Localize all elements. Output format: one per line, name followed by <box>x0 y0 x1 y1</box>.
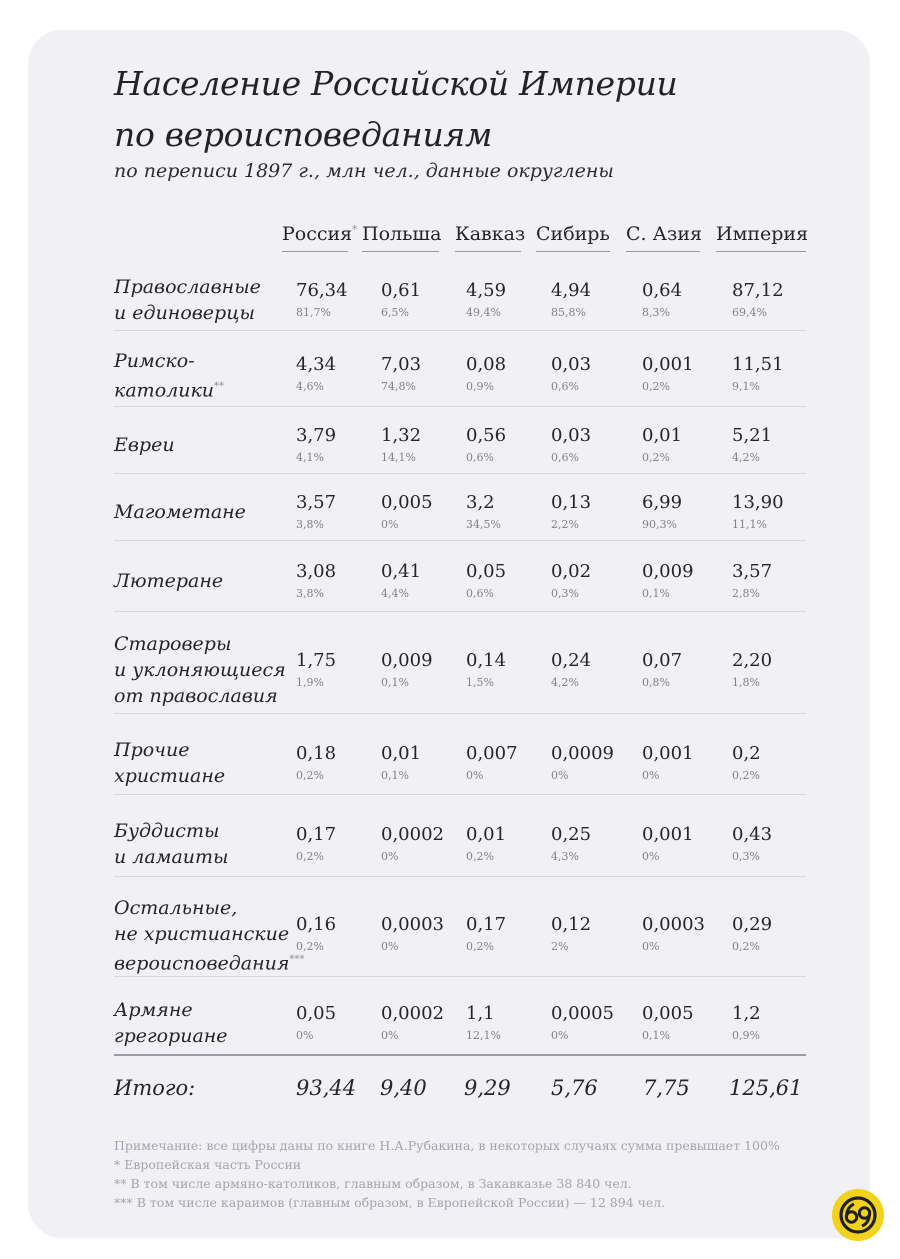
cell-value: 0,0005 <box>551 1003 614 1024</box>
cell-value: 0,01 <box>642 424 683 446</box>
cell-percent: 34,5% <box>466 517 501 531</box>
cell-percent: 0,3% <box>551 587 579 600</box>
page-title <box>114 58 794 160</box>
column-header-underline <box>362 251 439 252</box>
row-label <box>114 818 229 870</box>
cell-percent: 0,2% <box>296 769 324 782</box>
row-label-line: и уклоняющиеся <box>114 658 286 681</box>
cell-percent: 0% <box>381 1029 399 1042</box>
column-header: Империя <box>716 223 809 245</box>
cell-value: 0,17 <box>466 913 507 935</box>
row-label <box>114 568 223 594</box>
total-value: 5,76 <box>551 1076 598 1100</box>
row-label <box>114 432 175 458</box>
cell-value: 0,007 <box>466 743 518 764</box>
cell-value: 0,0003 <box>642 913 705 935</box>
cell-value: 1,32 <box>381 424 422 446</box>
cell-value: 0,12 <box>551 913 592 935</box>
cell-value: 0,17 <box>296 824 337 845</box>
cell-value: 7,03 <box>381 354 422 375</box>
cell-value: 13,90 <box>732 491 784 513</box>
cell-percent: 9,1% <box>732 380 760 393</box>
cell-percent: 0,1% <box>381 769 409 782</box>
row-label-line: Евреи <box>114 433 175 456</box>
cell-value: 4,34 <box>296 354 337 375</box>
cell-percent: 0,6% <box>466 450 494 464</box>
cell-value: 0,61 <box>381 280 422 301</box>
row-separator <box>114 611 806 612</box>
cell-percent: 4,1% <box>296 450 324 464</box>
cell-percent: 0,2% <box>642 450 670 464</box>
footnote-line: *** В том числе караимов (главным образом, в Европейской России) — 12 894 чел. <box>114 1195 666 1210</box>
column-header: Польша <box>362 223 442 245</box>
column-header-underline <box>282 251 348 252</box>
cell-value: 0,24 <box>551 649 592 671</box>
cell-value: 0,41 <box>381 561 422 582</box>
cell-value: 0,05 <box>466 561 507 582</box>
total-value: 93,44 <box>296 1076 357 1100</box>
cell-value: 1,75 <box>296 649 337 671</box>
cell-value: 0,03 <box>551 354 592 375</box>
cell-value: 3,2 <box>466 491 495 513</box>
cell-value: 5,21 <box>732 424 773 446</box>
cell-value: 0,0003 <box>381 913 444 935</box>
column-header-marker: * <box>352 224 358 236</box>
row-separator <box>114 540 806 541</box>
cell-value: 4,94 <box>551 280 592 301</box>
cell-percent: 0% <box>551 1029 569 1042</box>
row-label-line: Римско- <box>114 350 195 372</box>
row-label-line: от православия <box>114 684 278 707</box>
row-label <box>114 895 304 976</box>
cell-percent: 1,5% <box>466 675 494 689</box>
total-value: 7,75 <box>643 1076 690 1100</box>
cell-percent: 0% <box>381 850 399 863</box>
cell-percent: 69,4% <box>732 306 767 319</box>
row-label-line: грегориане <box>114 1025 228 1047</box>
column-header: Сибирь <box>536 223 610 245</box>
cell-value: 0,18 <box>296 743 337 764</box>
cell-value: 1,2 <box>732 1003 761 1024</box>
cell-percent: 0% <box>642 769 660 782</box>
footnote-line: ** В том числе армяно-католиков, главным образом, в Закавказье 38 840 чел. <box>114 1176 632 1191</box>
cell-percent: 0% <box>381 517 399 531</box>
cell-value: 4,59 <box>466 280 507 301</box>
footnote-line: Примечание: все цифры даны по книге Н.А.Рубакина, в некоторых случаях сумма превышает 100% <box>114 1138 780 1153</box>
column-header: Кавказ <box>455 223 526 245</box>
cell-percent: 0,2% <box>642 380 670 393</box>
cell-percent: 11,1% <box>732 517 767 531</box>
title-line-2: по вероисповеданиям <box>114 115 493 154</box>
cell-percent: 0% <box>296 1029 314 1042</box>
cell-value: 0,009 <box>642 561 694 582</box>
cell-percent: 0% <box>466 769 484 782</box>
cell-value: 0,2 <box>732 743 761 764</box>
cell-percent: 2% <box>551 939 569 953</box>
row-label-line: Остальные, <box>114 896 238 919</box>
cell-value: 0,25 <box>551 824 592 845</box>
row-label-line: Буддисты <box>114 820 220 842</box>
cell-percent: 0,3% <box>732 850 760 863</box>
cell-value: 0,16 <box>296 913 337 935</box>
cell-percent: 0,9% <box>732 1029 760 1042</box>
cell-value: 2,20 <box>732 649 773 671</box>
cell-value: 0,0002 <box>381 824 444 845</box>
row-separator <box>114 976 806 977</box>
total-value: 9,40 <box>380 1076 427 1100</box>
logo-69-icon <box>832 1189 884 1241</box>
cell-percent: 0,9% <box>466 380 494 393</box>
total-value: 125,61 <box>729 1076 803 1100</box>
cell-percent: 4,2% <box>551 675 579 689</box>
row-separator <box>114 794 806 795</box>
cell-percent: 14,1% <box>381 450 416 464</box>
logo-icon <box>832 1189 884 1241</box>
cell-value: 0,43 <box>732 824 773 845</box>
row-label <box>114 499 246 525</box>
cell-percent: 4,3% <box>551 850 579 863</box>
cell-percent: 0,6% <box>551 380 579 393</box>
page-subtitle: по переписи 1897 г., млн чел., данные округлены <box>114 160 614 182</box>
cell-percent: 0,2% <box>466 850 494 863</box>
cell-value: 0,0009 <box>551 743 614 764</box>
cell-percent: 8,3% <box>642 306 670 319</box>
cell-value: 3,08 <box>296 561 337 582</box>
cell-value: 11,51 <box>732 354 784 375</box>
cell-value: 3,57 <box>296 491 337 513</box>
cell-percent: 90,3% <box>642 517 677 531</box>
cell-value: 0,009 <box>381 649 433 671</box>
cell-percent: 0,1% <box>381 675 409 689</box>
cell-percent: 4,6% <box>296 380 324 393</box>
cell-value: 3,57 <box>732 561 773 582</box>
row-separator <box>114 330 806 331</box>
cell-value: 87,12 <box>732 280 784 301</box>
cell-percent: 0,1% <box>642 1029 670 1042</box>
row-label <box>114 274 261 326</box>
row-label-line: Армяне <box>114 999 193 1021</box>
cell-value: 0,05 <box>296 1003 337 1024</box>
cell-percent: 0,2% <box>466 939 494 953</box>
row-label-marker: *** <box>289 953 305 965</box>
cell-value: 0,01 <box>466 824 507 845</box>
cell-value: 0,005 <box>642 1003 694 1024</box>
cell-percent: 0% <box>642 939 660 953</box>
row-label-marker: ** <box>214 381 225 392</box>
cell-percent: 0,2% <box>732 939 760 953</box>
row-label <box>114 737 225 789</box>
footnote-line: * Европейская часть России <box>114 1157 302 1172</box>
row-label <box>114 631 286 709</box>
cell-percent: 2,8% <box>732 587 760 600</box>
cell-percent: 49,4% <box>466 306 501 319</box>
cell-percent: 12,1% <box>466 1029 501 1042</box>
row-label-line: христиане <box>114 765 226 787</box>
cell-percent: 1,9% <box>296 675 324 689</box>
cell-percent: 6,5% <box>381 306 409 319</box>
cell-value: 0,001 <box>642 354 694 375</box>
cell-percent: 0,6% <box>551 450 579 464</box>
cell-percent: 0% <box>381 939 399 953</box>
cell-percent: 4,4% <box>381 587 409 600</box>
row-label-line: Прочие <box>114 739 190 761</box>
column-header-underline <box>716 251 806 252</box>
cell-percent: 0,8% <box>642 675 670 689</box>
cell-value: 0,005 <box>381 491 433 513</box>
cell-value: 0,56 <box>466 424 507 446</box>
cell-value: 0,08 <box>466 354 507 375</box>
cell-percent: 74,8% <box>381 380 416 393</box>
total-value: 9,29 <box>464 1076 511 1100</box>
cell-value: 0,29 <box>732 913 773 935</box>
row-separator <box>114 406 806 407</box>
row-label-line: вероисповедания*** <box>114 951 305 974</box>
row-separator <box>114 876 806 877</box>
row-label-line: Православные <box>114 276 261 298</box>
column-header-underline <box>626 251 700 252</box>
row-label-line: и единоверцы <box>114 302 255 324</box>
cell-percent: 0,1% <box>642 587 670 600</box>
total-separator <box>114 1054 806 1056</box>
cell-percent: 0,2% <box>296 939 324 953</box>
cell-percent: 81,7% <box>296 306 331 319</box>
row-label-line: католики** <box>114 379 225 402</box>
cell-percent: 3,8% <box>296 517 324 531</box>
cell-value: 76,34 <box>296 280 348 301</box>
cell-value: 0,02 <box>551 561 592 582</box>
row-label-line: Староверы <box>114 632 232 655</box>
cell-value: 0,14 <box>466 649 507 671</box>
cell-value: 0,01 <box>381 743 422 764</box>
cell-percent: 1,8% <box>732 675 760 689</box>
column-header-underline <box>536 251 610 252</box>
row-label-line: Магометане <box>114 500 246 523</box>
cell-value: 0,07 <box>642 649 683 671</box>
column-header: Россия* <box>282 223 358 245</box>
row-label <box>114 997 228 1049</box>
cell-value: 0,001 <box>642 824 694 845</box>
cell-percent: 0,6% <box>466 587 494 600</box>
cell-value: 0,001 <box>642 743 694 764</box>
cell-percent: 0% <box>551 769 569 782</box>
row-separator <box>114 473 806 474</box>
cell-value: 6,99 <box>642 491 683 513</box>
cell-value: 0,64 <box>642 280 683 301</box>
row-label-line: и ламаиты <box>114 846 229 868</box>
cell-percent: 0,2% <box>732 769 760 782</box>
cell-value: 0,03 <box>551 424 592 446</box>
row-label-line: Лютеране <box>114 570 224 592</box>
cell-percent: 3,8% <box>296 587 324 600</box>
cell-percent: 2,2% <box>551 517 579 531</box>
cell-value: 3,79 <box>296 424 337 446</box>
cell-percent: 85,8% <box>551 306 586 319</box>
cell-percent: 4,2% <box>732 450 760 464</box>
cell-percent: 0% <box>642 850 660 863</box>
title-line-1: Население Российской Империи <box>114 64 678 103</box>
column-header: С. Азия <box>626 223 703 245</box>
cell-value: 0,0002 <box>381 1003 444 1024</box>
row-label-line: не христианские <box>114 922 290 945</box>
total-label: Итого: <box>114 1076 196 1100</box>
cell-value: 0,13 <box>551 491 592 513</box>
cell-value: 1,1 <box>466 1003 495 1024</box>
column-header-underline <box>455 251 521 252</box>
row-separator <box>114 713 806 714</box>
cell-percent: 0,2% <box>296 850 324 863</box>
row-label <box>114 348 224 403</box>
